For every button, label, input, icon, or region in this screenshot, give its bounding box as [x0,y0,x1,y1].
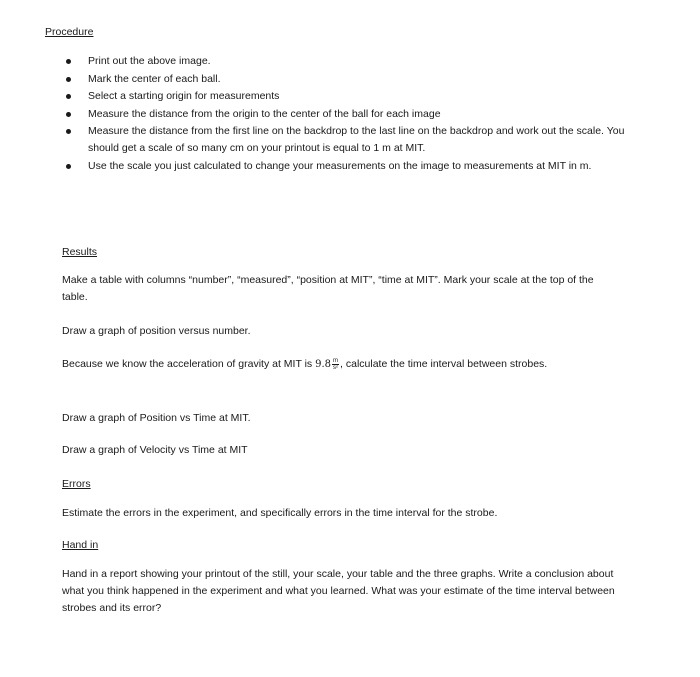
procedure-list [66,53,626,175]
errors-text: Estimate the errors in the experiment, and specifically errors in the time interval for the strobe. [62,507,498,519]
procedure-item: Measure the distance from the origin to the center of the ball for each image [66,106,626,123]
gravity-unit-denominator: s² [333,364,339,371]
hand-in-heading: Hand in [62,539,99,551]
procedure-item: Mark the center of each ball. [66,71,626,88]
gravity-unit-fraction [332,358,339,371]
results-graph-velocity-time: Draw a graph of Velocity vs Time at MIT [62,444,248,456]
procedure-item: Select a starting origin for measurements [66,88,626,105]
procedure-item: Use the scale you just calculated to change your measurements on the image to measurements at MIT in m. [66,158,626,175]
procedure-item: Print out the above image. [66,53,626,70]
gravity-unit-numerator: m [333,357,339,364]
gravity-text-after: calculate the time interval between strobes. [345,358,548,370]
procedure-heading: Procedure [45,26,94,38]
results-table-instruction: Make a table with columns “number”, “measured”, “position at MIT”, “time at MIT”. Mark your scale at the top of the table. [62,274,594,303]
results-graph-position-number: Draw a graph of position versus number. [62,325,251,337]
results-heading: Results [62,246,98,258]
gravity-text-before: Because we know the acceleration of gravity at MIT is [62,358,313,370]
errors-heading: Errors [62,478,91,490]
results-gravity-instruction: Because we know the acceleration of gravity at MIT is 9.8 $\frac{m}{\text{s²}}$ , calculate the time interval between strobes. [62,357,548,371]
gravity-value: 9.8 [315,359,332,370]
procedure-item: Measure the distance from the first line on the backdrop to the last line on the backdrop and work out the scale. You should get a scale of so many cm on your printout is equal to 1 m at MIT. [66,123,626,157]
hand-in-text: Hand in a report showing your printout of the still, your scale, your table and the three graphs. Write a conclusion about what you think happened in the experiment and what you learned. What was your estimate of the time interval between strobes and its error? [62,568,615,614]
results-graph-position-time: Draw a graph of Position vs Time at MIT. [62,412,251,424]
